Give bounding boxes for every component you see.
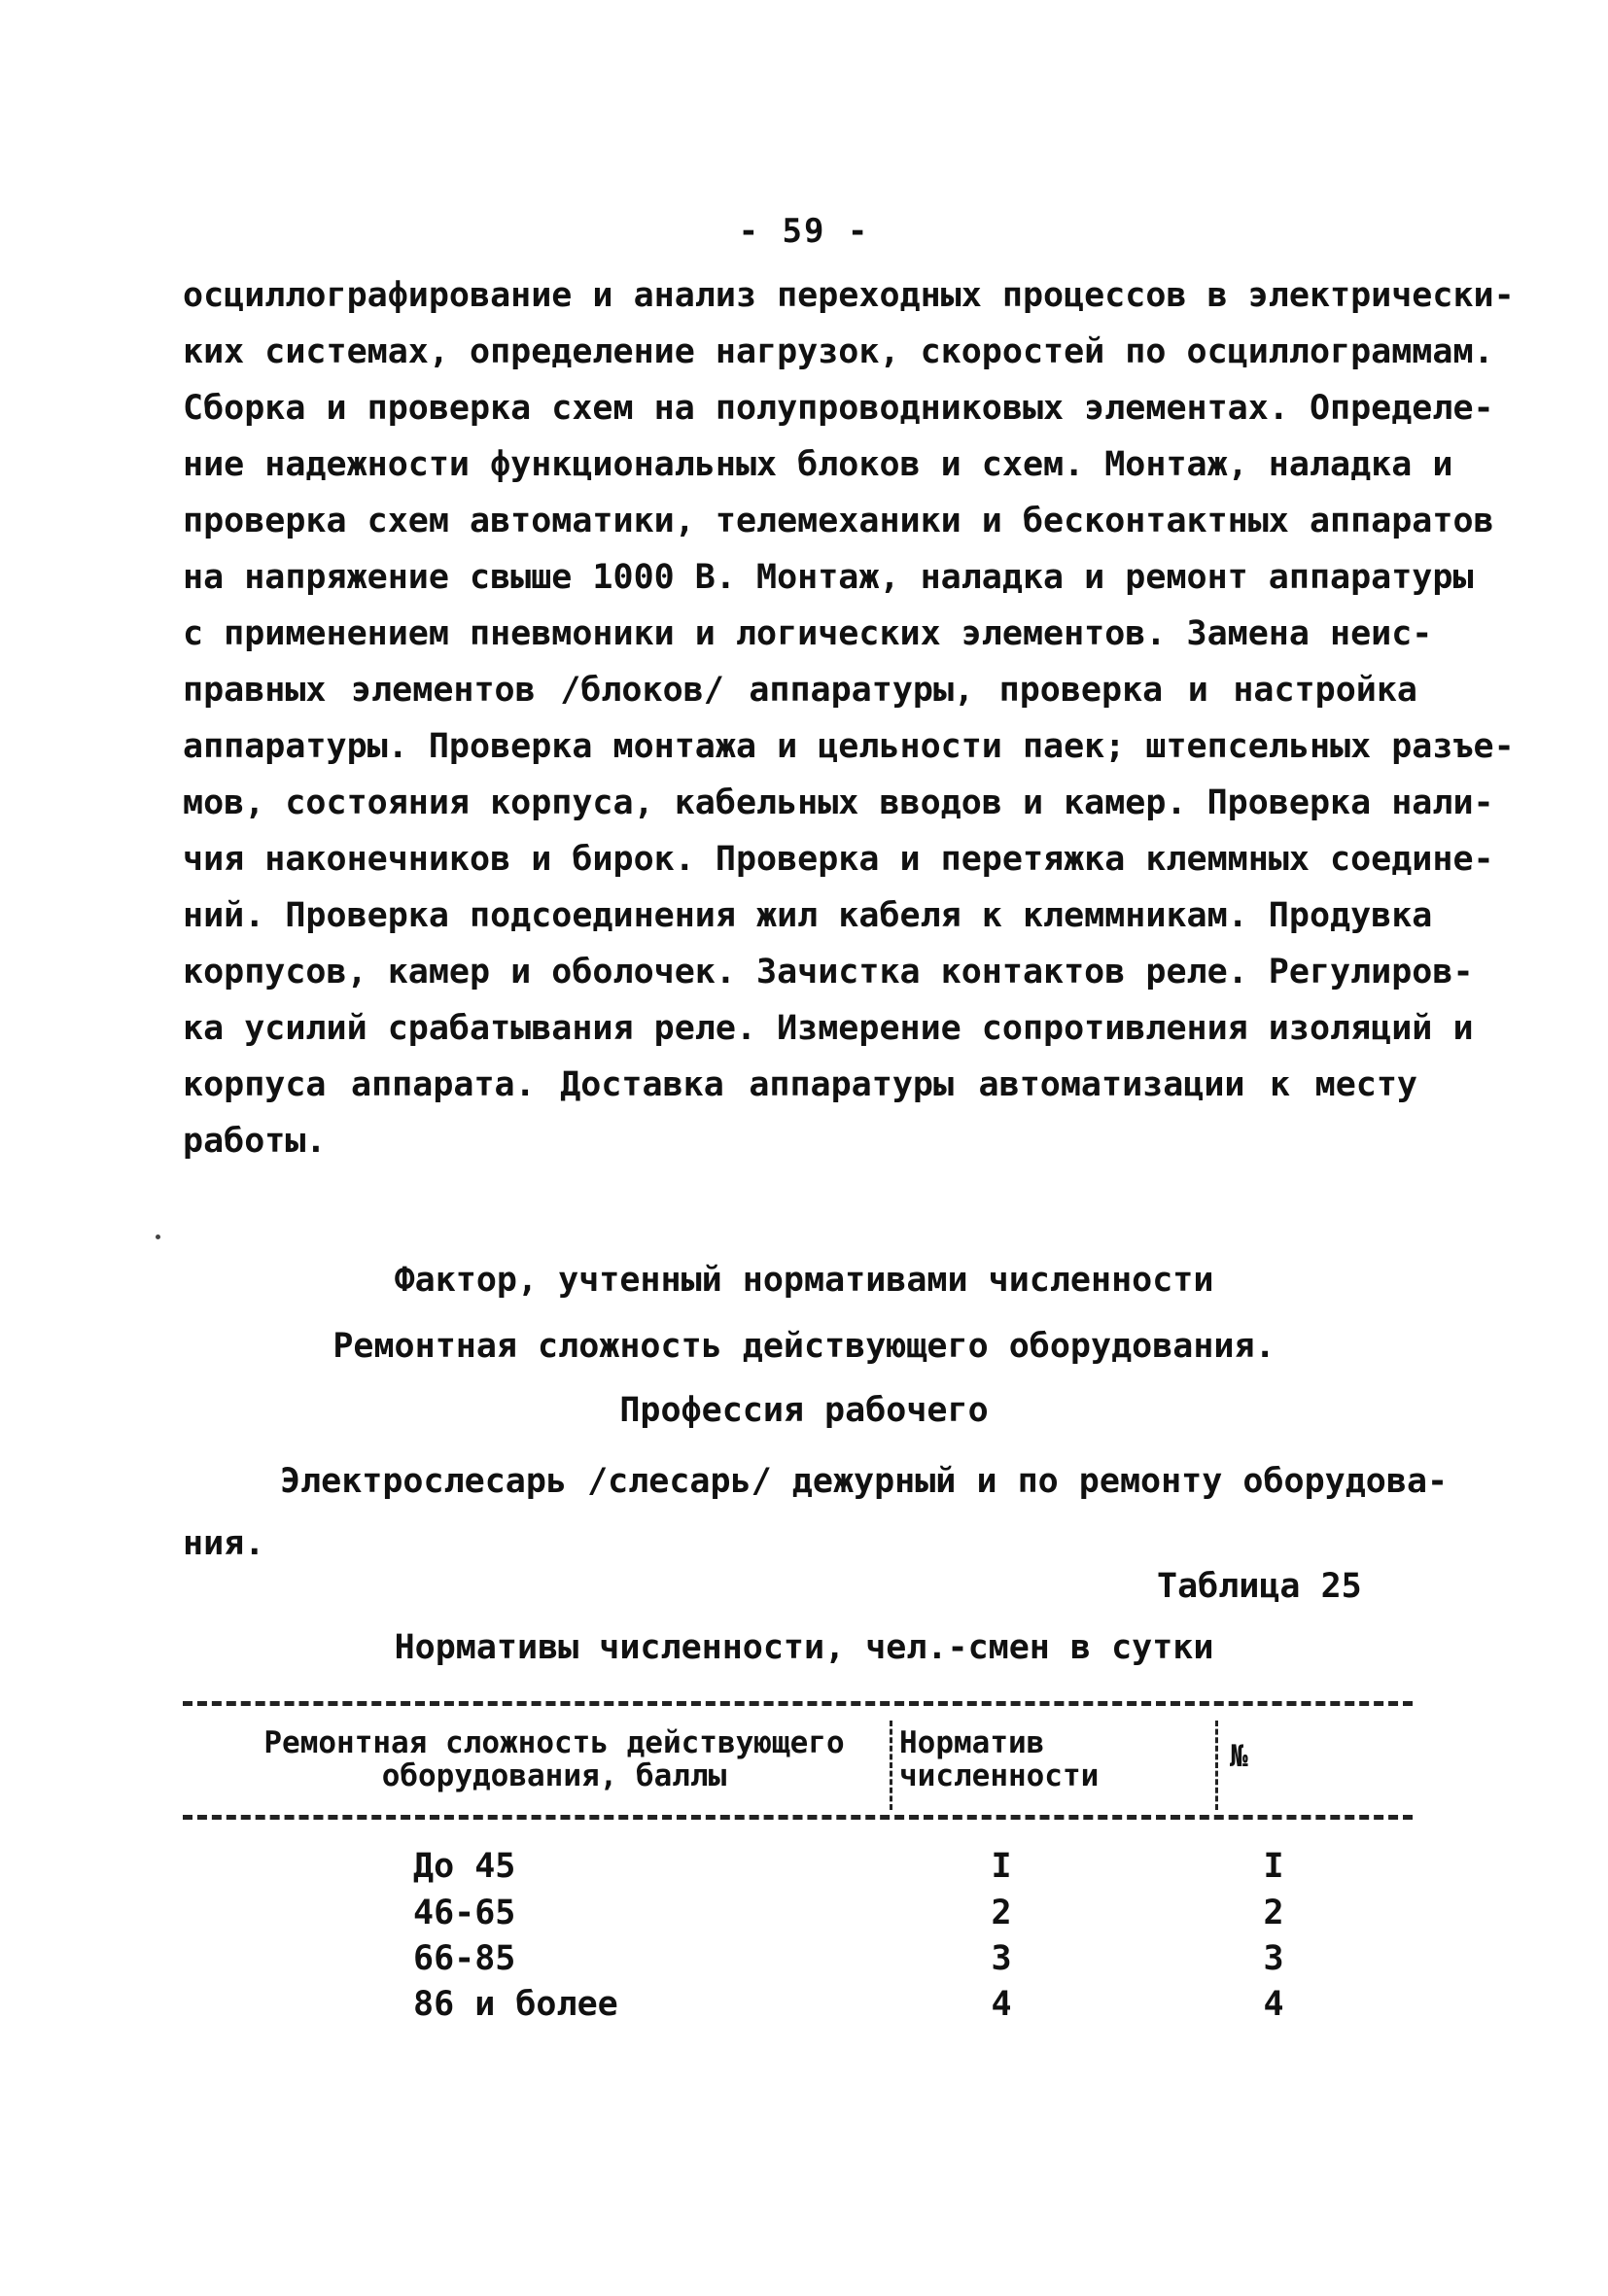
table-cell-number: I <box>1263 1847 1284 1886</box>
body-line: ких системах, определение нагрузок, скоростей по осциллограммам. <box>183 332 1494 371</box>
body-line: работы. <box>183 1122 327 1161</box>
page-number: - 59 - <box>738 212 870 251</box>
table-cell-number: 3 <box>1263 1939 1284 1978</box>
body-line: чия наконечников и бирок. Проверка и перетяжка клеммных соедине- <box>183 840 1494 879</box>
body-line: аппаратуры. Проверка монтажа и цельности паек; штепсельных разъе- <box>183 727 1515 766</box>
table-label: Таблица 25 <box>1157 1567 1362 1606</box>
table-cell-complexity: 66-85 <box>413 1939 516 1978</box>
column-header-norm <box>899 1726 1191 1792</box>
factor-heading: Фактор, учтенный нормативами численности <box>394 1261 1214 1300</box>
body-line: ний. Проверка подсоединения жил кабеля к клеммникам. Продувка <box>183 896 1433 935</box>
body-line: корпуса аппарата. Доставка аппаратуры автоматизации к месту <box>183 1065 1417 1104</box>
body-line: осциллографирование и анализ переходных процессов в электрически- <box>183 276 1515 315</box>
column-header-line: численности <box>899 1758 1100 1793</box>
table-cell-norm: 4 <box>991 1985 1012 2024</box>
table-cell-norm: I <box>991 1847 1012 1886</box>
profession-heading: Профессия рабочего <box>619 1391 989 1430</box>
profession-line: ния. <box>183 1524 265 1563</box>
column-header-line: оборудования, баллы <box>381 1758 727 1793</box>
body-line: корпусов, камер и оболочек. Зачистка контактов реле. Регулиров- <box>183 953 1474 991</box>
factor-text: Ремонтная сложность действующего оборудования. <box>332 1327 1276 1366</box>
body-line: на напряжение свыше 1000 В. Монтаж, наладка и ремонт аппаратуры <box>183 558 1474 597</box>
table-cell-number: 2 <box>1263 1894 1284 1932</box>
body-line: ние надежности функциональных блоков и схем. Монтаж, наладка и <box>183 445 1453 484</box>
table-cell-complexity: 86 и более <box>413 1985 618 2024</box>
body-paragraph <box>183 267 1515 1169</box>
margin-mark <box>156 1235 160 1239</box>
profession-line: Электрослесарь /слесарь/ дежурный и по ремонту оборудова- <box>280 1462 1449 1501</box>
body-line: с применением пневмоники и логических элементов. Замена неис- <box>183 614 1433 653</box>
table-cell-complexity: До 45 <box>413 1847 516 1886</box>
table-cell-complexity: 46-65 <box>413 1894 516 1932</box>
table-cell-number: 4 <box>1263 1985 1284 2024</box>
body-line: мов, состояния корпуса, кабельных вводов и камер. Проверка нали- <box>183 783 1494 822</box>
profession-text <box>183 1450 1449 1575</box>
table-top-rule <box>183 1701 1413 1706</box>
body-line: правных элементов /блоков/ аппаратуры, проверка и настройка <box>183 671 1417 710</box>
table-header-rule <box>183 1815 1413 1820</box>
column-header-complexity <box>214 1726 894 1792</box>
body-line: Сборка и проверка схем на полупроводниковых элементах. Определе- <box>183 389 1494 428</box>
column-header-line: Ремонтная сложность действующего <box>263 1725 845 1760</box>
column-header-number: № <box>1230 1739 1248 1774</box>
table-cell-norm: 3 <box>991 1939 1012 1978</box>
column-separator <box>1215 1721 1218 1810</box>
table-cell-norm: 2 <box>991 1894 1012 1932</box>
column-header-line: Норматив <box>899 1725 1045 1760</box>
table-title: Нормативы численности, чел.-смен в сутки <box>394 1628 1214 1667</box>
body-line: проверка схем автоматики, телемеханики и бесконтактных аппаратов <box>183 502 1494 540</box>
body-line: ка усилий срабатывания реле. Измерение сопротивления изоляций и <box>183 1009 1474 1048</box>
